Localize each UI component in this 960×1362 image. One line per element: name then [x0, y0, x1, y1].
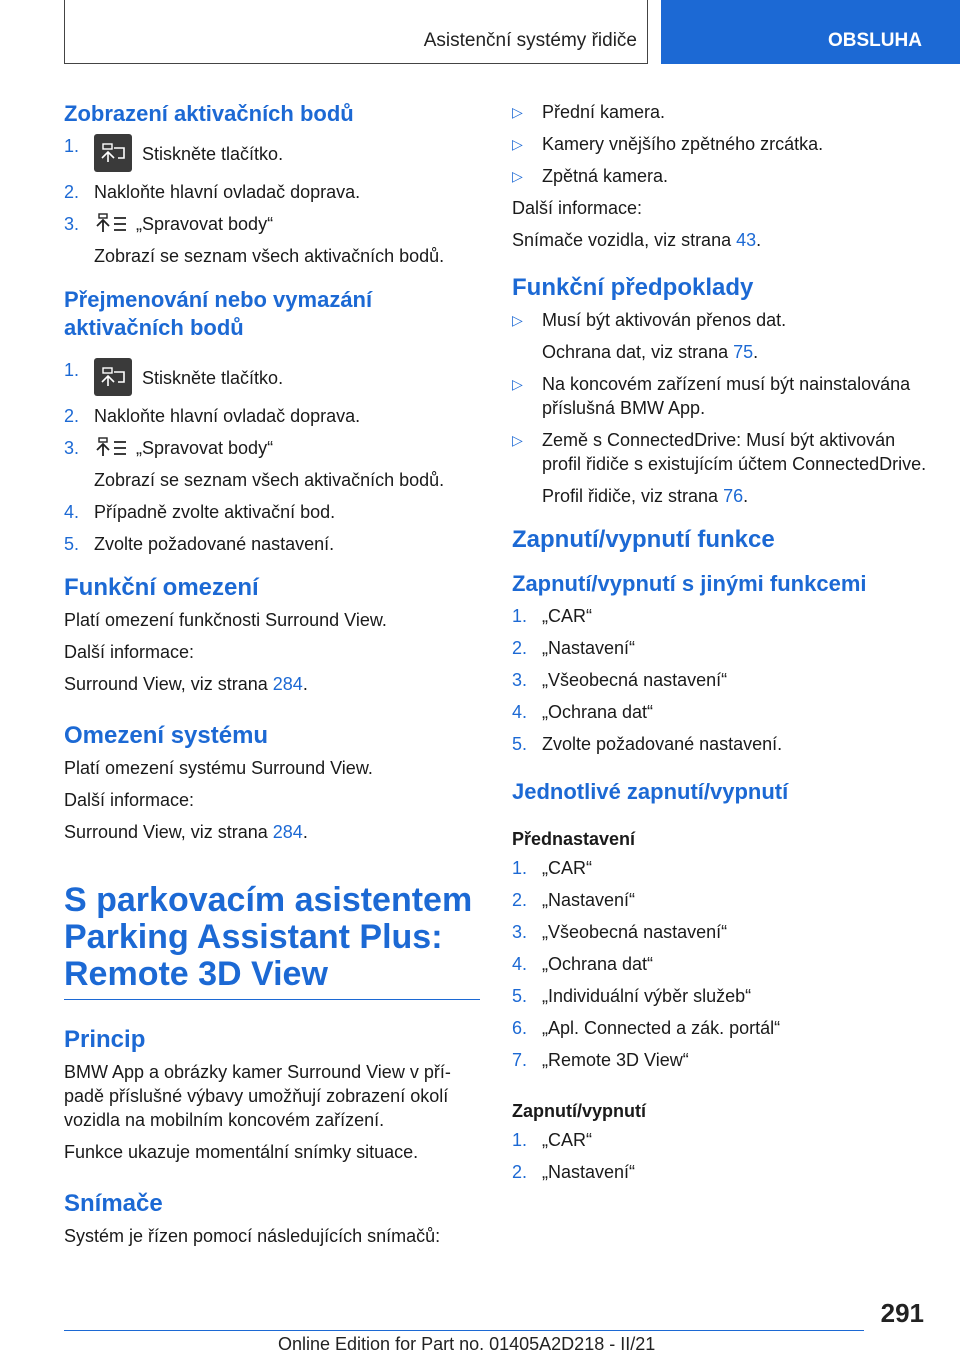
step-text: „Spravovat body“ [136, 438, 274, 458]
section-heading: Snímače [64, 1190, 163, 1217]
bullet-text: Na koncovém zařízení musí být nainstalována příslušná BMW App. [542, 374, 911, 418]
chapter-title-line: S parkovacím asistentem [64, 881, 473, 919]
step [512, 1128, 930, 1152]
step [64, 500, 480, 524]
section-heading: Funkční předpoklady [512, 274, 754, 301]
step-text: Nakloňte hlavní ovladač doprava. [94, 406, 361, 426]
reference-dot: . [302, 674, 308, 694]
step [64, 134, 480, 172]
section-heading: Zapnutí/vypnutí funkce [512, 526, 775, 553]
step-number: 2. [512, 890, 528, 910]
reference-dot: . [743, 486, 749, 506]
chapter-title [64, 882, 480, 993]
paragraph: Platí omezení funkčnosti Surround View. [64, 610, 387, 630]
step-text: „Všeobecná nastavení“ [542, 922, 728, 942]
page-link[interactable]: 75 [733, 342, 754, 362]
camera-button-icon [94, 134, 132, 172]
paragraph: Platí omezení systému Surround View. [64, 758, 373, 778]
reference-dot: . [753, 342, 759, 362]
procedure-heading: Přednastavení [512, 829, 636, 849]
reference-text: Snímače vozidla, viz strana [512, 230, 737, 250]
step [512, 856, 930, 880]
reference-dot: . [756, 230, 762, 250]
step [512, 1160, 930, 1184]
step-text: „Apl. Connected a zák. portál“ [542, 1018, 781, 1038]
step-text: „Nastavení“ [542, 1162, 636, 1182]
left-column [64, 100, 480, 1256]
step-number: 1. [512, 1130, 528, 1150]
step-number: 4. [512, 702, 528, 722]
reference-text: Profil řidiče, viz strana [542, 486, 724, 506]
page-link[interactable]: 76 [723, 486, 744, 506]
section-heading: Funkční omezení [64, 574, 259, 601]
procedure-heading: Zapnutí/vypnutí [512, 1101, 646, 1121]
step-text: „CAR“ [542, 1130, 592, 1150]
step [512, 700, 930, 724]
subsection-heading: Zapnutí/vypnutí s jinými funkcemi [512, 571, 867, 596]
subsection-heading: Jednotlivé zapnutí/vypnutí [512, 779, 789, 804]
step [64, 436, 480, 492]
triangle-bullet-icon: ▷ [512, 376, 523, 392]
step-text: „CAR“ [542, 858, 592, 878]
section-tab[interactable]: OBSLUHA [661, 0, 960, 64]
cross-reference [512, 228, 930, 252]
paragraph: Další informace: [512, 198, 643, 218]
bullet-item [512, 164, 930, 188]
step-text: Stiskněte tlačítko. [142, 368, 284, 388]
bullet-text: Země s ConnectedDrive: Musí být aktivován profil řidiče s existujícím účtem ConnectedDrive. [542, 430, 927, 474]
step-number: 2. [64, 182, 80, 202]
camera-button-icon [94, 358, 132, 396]
paragraph: Další informace: [64, 642, 195, 662]
edition-note: Online Edition for Part no. 01405A2D218 - II/21 [278, 1334, 656, 1354]
step-number: 1. [64, 360, 80, 380]
bullet-item [512, 308, 930, 364]
paragraph: Další informace: [64, 790, 195, 810]
manage-points-icon [94, 212, 128, 236]
bullet-text: Zpětná kamera. [542, 166, 669, 186]
step-text: „Ochrana dat“ [542, 702, 654, 722]
bullet-text: Musí být aktivován přenos dat. [542, 310, 787, 330]
step [64, 358, 480, 396]
bullet-item [512, 372, 930, 420]
step-text: Stiskněte tlačítko. [142, 144, 284, 164]
cross-reference [542, 340, 930, 364]
reference-text: Surround View, viz strana [64, 674, 273, 694]
triangle-bullet-icon: ▷ [512, 432, 523, 448]
step-number: 6. [512, 1018, 528, 1038]
step-list [64, 134, 480, 268]
step-list [512, 1128, 930, 1184]
step-number: 3. [512, 670, 528, 690]
cross-reference [542, 484, 930, 508]
step-text: Nakloňte hlavní ovladač doprava. [94, 182, 361, 202]
footer-rule [64, 1330, 864, 1331]
step [512, 668, 930, 692]
step-number: 1. [512, 606, 528, 626]
paragraph: Systém je řízen pomocí následujících snímačů: [64, 1226, 441, 1246]
step [64, 532, 480, 556]
step-list [64, 358, 480, 556]
reference-text: Ochrana dat, viz strana [542, 342, 734, 362]
step [64, 404, 480, 428]
step-text: Případně zvolte aktivační bod. [94, 502, 336, 522]
paragraph: Funkce ukazuje momentální snímky situace. [64, 1142, 419, 1162]
step-number: 1. [64, 136, 80, 156]
step-number: 2. [512, 638, 528, 658]
triangle-bullet-icon: ▷ [512, 136, 523, 152]
cross-reference [64, 820, 480, 844]
step [512, 1048, 930, 1072]
step-number: 2. [512, 1162, 528, 1182]
step-text: „Nastavení“ [542, 890, 636, 910]
step [512, 920, 930, 944]
section-heading: Princip [64, 1026, 146, 1053]
page-link[interactable]: 43 [736, 230, 757, 250]
reference-text: Surround View, viz strana [64, 822, 273, 842]
step-number: 2. [64, 406, 80, 426]
step-number: 1. [512, 858, 528, 878]
step-number: 4. [512, 954, 528, 974]
step-text: „CAR“ [542, 606, 592, 626]
chapter-title-line: Parking Assistant Plus: [64, 918, 443, 956]
bullet-text: Kamery vnějšího zpětného zrcátka. [542, 134, 824, 154]
step-number: 5. [512, 986, 528, 1006]
page-link[interactable]: 284 [272, 674, 303, 694]
header-box [64, 0, 648, 64]
step-list [512, 604, 930, 756]
step-text: „Spravovat body“ [136, 214, 274, 234]
paragraph: BMW App a obrázky kamer Surround View v případě příslušné výbavy umožňují zobrazení okolí vozidla na mobilním koncovém zařízení. [64, 1062, 451, 1130]
bullet-list [512, 308, 930, 508]
page-link[interactable]: 284 [272, 822, 303, 842]
page-number: 291 [880, 1298, 924, 1328]
step-result: Zobrazí se seznam všech aktivačních bodů. [94, 470, 445, 490]
triangle-bullet-icon: ▷ [512, 312, 523, 328]
step-number: 7. [512, 1050, 528, 1070]
header-title: Asistenční systémy řidiče [423, 30, 637, 51]
bullet-item [512, 132, 930, 156]
bullet-item [512, 100, 930, 124]
step-text: Zvolte požadované nastavení. [94, 534, 335, 554]
section-heading: Přejmenování nebo vymazání aktivačních bodů [64, 287, 373, 340]
step [64, 180, 480, 204]
step [64, 212, 480, 268]
step-number: 3. [64, 214, 80, 234]
step-number: 4. [64, 502, 80, 522]
triangle-bullet-icon: ▷ [512, 104, 523, 120]
step-text: „Nastavení“ [542, 638, 636, 658]
step-result: Zobrazí se seznam všech aktivačních bodů. [94, 246, 445, 266]
step [512, 732, 930, 756]
step-number: 3. [64, 438, 80, 458]
bullet-text: Přední kamera. [542, 102, 666, 122]
bullet-list [512, 100, 930, 188]
section-heading: Omezení systému [64, 722, 269, 749]
triangle-bullet-icon: ▷ [512, 168, 523, 184]
step [512, 984, 930, 1008]
step [512, 1016, 930, 1040]
step [512, 888, 930, 912]
step-text: „Remote 3D View“ [542, 1050, 689, 1070]
step-text: Zvolte požadované nastavení. [542, 734, 783, 754]
section-heading: Zobrazení aktivačních bodů [64, 101, 354, 126]
bullet-item [512, 428, 930, 508]
step [512, 952, 930, 976]
step-list [512, 856, 930, 1072]
step-text: „Individuální výběr služeb“ [542, 986, 752, 1006]
chapter-title-line: Remote 3D View [64, 955, 328, 993]
reference-dot: . [302, 822, 308, 842]
step-number: 5. [64, 534, 80, 554]
step-number: 5. [512, 734, 528, 754]
cross-reference [64, 672, 480, 696]
step [512, 604, 930, 628]
step [512, 636, 930, 660]
manage-points-icon [94, 436, 128, 460]
step-text: „Ochrana dat“ [542, 954, 654, 974]
right-column [512, 100, 930, 1192]
step-number: 3. [512, 922, 528, 942]
step-text: „Všeobecná nastavení“ [542, 670, 728, 690]
